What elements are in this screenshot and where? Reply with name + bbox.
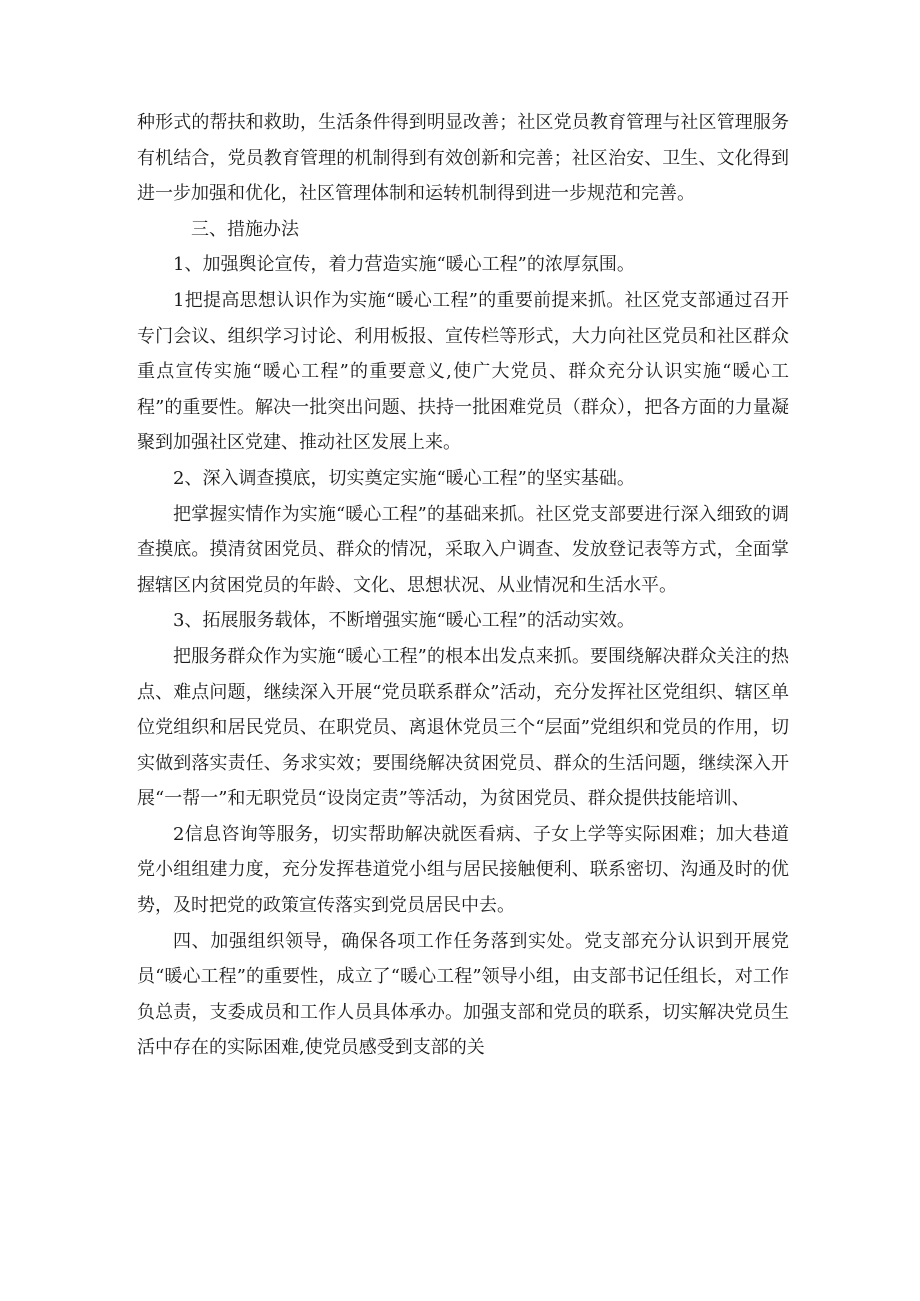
section-heading: 三、措施办法: [191, 218, 299, 240]
paragraph-continuation: 种形式的帮扶和救助，生活条件得到明显改善；社区党员教育管理与社区管理服务有机结合，党员教育管理的机制得到有效创新和完善；社区治安、卫生、文化得到进一步加强和优化，社区管理体制和运转机制得到进一步规范和完善。: [137, 112, 789, 205]
paragraph-4: 2信息咨询等服务，切实帮助解决就医看病、子女上学等实际困难；加大巷道党小组组建力度，充分发挥巷道党小组与居民接触便利、联系密切、沟通及时的优势，及时把党的政策宣传落实到党员居民中去。: [137, 823, 789, 917]
paragraph-2: 把掌握实情作为实施“暖心工程”的基础来抓。社区党支部要进行深入细致的调查摸底。摸清贫困党员、群众的情况，采取入户调查、发放登记表等方式，全面掌握辖区内贫困党员的年龄、文化、思想状况、从业情况和生活水平。: [137, 503, 789, 596]
subheading-2: 2、深入调查摸底，切实奠定实施“暖心工程”的坚实基础。: [173, 467, 635, 489]
document-body: [137, 105, 789, 1066]
paragraph-3: 把服务群众作为实施“暖心工程”的根本出发点来抓。要围绕解决群众关注的热点、难点问题，继续深入开展“党员联系群众”活动，充分发挥社区党组织、辖区单位党组织和居民党员、在职党员、离退休党员三个“层面”党组织和党员的作用，切实做到落实责任、务求实效；要围绕解决贫困党员、群众的生活问题，继续深入开展“一帮一”和无职党员“设岗定责”等活动，为贫困党员、群众提供技能培训、: [137, 645, 789, 810]
subheading-3: 3、拓展服务载体，不断增强实施“暖心工程”的活动实效。: [173, 610, 635, 632]
paragraph-1: 1把提高思想认识作为实施“暖心工程”的重要前提来抓。社区党支部通过召开专门会议、组织学习讨论、利用板报、宣传栏等形式，大力向社区党员和社区群众重点宣传实施“暖心工程”的重要意义,使广大党员、群众充分认识实施“暖心工程”的重要性。解决一批突出问题、扶持一批困难党员（群众），把各方面的力量凝聚到加强社区党建、推动社区发展上来。: [137, 289, 789, 454]
section-heading-4: 四、加强组织领导，确保各项工作任务落到实处。党支部充分认识到开展党员“暖心工程”的重要性，成立了“暖心工程”领导小组，由支部书记任组长，对工作负总责，支委成员和工作人员具体承办。加强支部和党员的联系，切实解决党员生活中存在的实际困难,使党员感受到支部的关: [137, 930, 789, 1059]
subheading-1: 1、加强舆论宣传，着力营造实施“暖心工程”的浓厚氛围。: [173, 254, 635, 276]
